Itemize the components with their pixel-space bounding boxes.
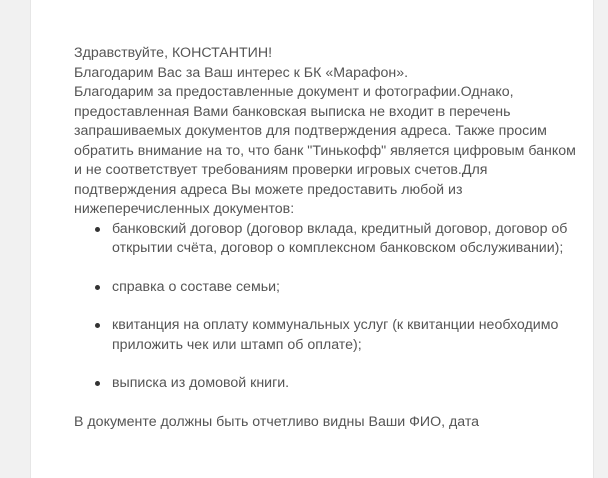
list-item (74, 278, 584, 298)
bullet-icon (95, 323, 100, 328)
greeting-line: Здравствуйте, КОНСТАНТИН! (74, 45, 273, 61)
bullet-icon (95, 381, 100, 386)
documents-list (74, 220, 584, 394)
list-item (74, 220, 584, 259)
thanks-line: Благодарим Вас за Ваш интерес к БК «Марафон». (74, 64, 409, 81)
list-item-text: банковский договор (договор вклада, кредитный договор, договор об открытии счёта, договор о комплексном банковском обслуживании); (112, 220, 568, 256)
list-item-text: выписка из домовой книги. (112, 375, 290, 391)
trailing-paragraph: В документе должны быть отчетливо видны Ваши ФИО, дата (74, 413, 480, 430)
email-body (74, 44, 584, 432)
email-card (30, 0, 594, 478)
list-item (74, 374, 584, 394)
body-paragraph: Благодарим за предоставленные документ и фотографии.Однако, предоставленная Вами банковская выписка не входит в перечень запрашиваемых документов для подтверждения адреса. Также просим обратить внимание на то, что банк "Тинькофф" является цифровым банком и не соответствует требованиям проверки игровых счетов.Для подтверждения адреса Вы можете предоставить любой из нижеперечисленных документов: (74, 84, 576, 217)
list-item-text: справка о составе семьи; (112, 278, 280, 295)
list-item (74, 316, 584, 355)
bullet-icon (95, 285, 100, 290)
bullet-icon (95, 227, 100, 232)
list-item-text: квитанция на оплату коммунальных услуг (к квитанции необходимо приложить чек или штамп об оплате); (112, 317, 559, 353)
